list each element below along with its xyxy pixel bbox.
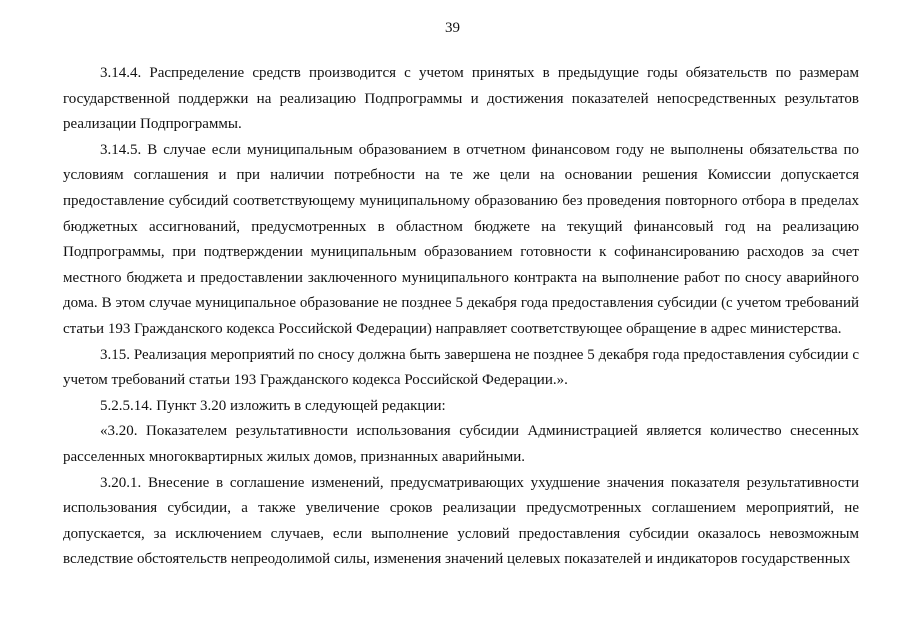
document-body bbox=[63, 61, 859, 573]
paragraph-3-15: 3.15. Реализация мероприятий по сносу должна быть завершена не позднее 5 декабря года предоставления субсидии с учетом требований статьи 193 Гражданского кодекса Российской Федерации.». bbox=[63, 346, 859, 389]
paragraph-3-20-1: 3.20.1. Внесение в соглашение изменений, предусматривающих ухудшение значения показателя результативности использования субсидии, а также увеличение сроков реализации предусмотренных соглашением мероприятий, не допускается, за исключением случаев, если выполнение условий предоставления субсидии оказалось невозможным вследствие обстоятельств непреодолимой силы, изменения значений целевых показателей и индикаторов государственных bbox=[63, 474, 859, 568]
paragraph-3-14-5: 3.14.5. В случае если муниципальным образованием в отчетном финансовом году не выполнены обязательства по условиям соглашения и при наличии потребности на те же цели на основании решения Комиссии допускается предоставление субсидий соответствующему муниципальному образованию без проведения повторного отбора в пределах бюджетных ассигнований, предусмотренных в областном бюджете на текущий финансовый год на реализацию Подпрограммы, при подтверждении муниципальным образованием готовности к софинансированию расходов за счет местного бюджета и предоставлении заключенного муниципального контракта на выполнение работ по сносу аварийного дома. В этом случае муниципальное образование не позднее 5 декабря года предоставления субсидии (с учетом требований статьи 193 Гражданского кодекса Российской Федерации) направляет соответствующее обращение в адрес министерства. bbox=[63, 141, 859, 337]
page-number: 39 bbox=[445, 20, 460, 36]
paragraph-5-2-5-14: 5.2.5.14. Пункт 3.20 изложить в следующей редакции: bbox=[100, 397, 446, 414]
paragraph-3-20: «3.20. Показателем результативности использования субсидии Администрацией является количество снесенных расселенных многоквартирных жилых домов, признанных аварийными. bbox=[63, 423, 859, 465]
paragraph-3-14-4: 3.14.4. Распределение средств производится с учетом принятых в предыдущие годы обязательств по размерам государственной поддержки на реализацию Подпрограммы и достижения показателей непосредственных результатов реализации Подпрограммы. bbox=[63, 65, 859, 133]
